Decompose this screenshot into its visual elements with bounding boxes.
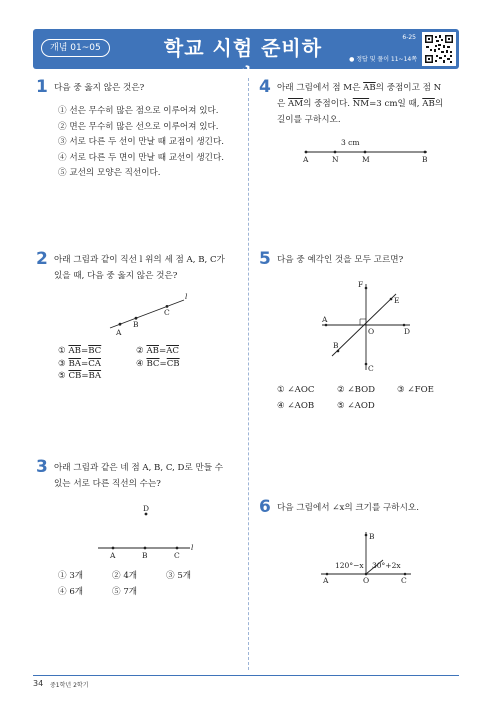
label-c: C (174, 551, 180, 560)
label-c: C (368, 364, 374, 373)
label-a: A (303, 155, 309, 164)
text-part: 의 (434, 99, 444, 109)
footer-rule (33, 675, 459, 676)
four-points-figure (96, 500, 226, 562)
point-b (144, 547, 147, 550)
segment-figure (301, 138, 441, 168)
page-code: 6-25 (402, 34, 416, 41)
label-a: A (323, 576, 329, 585)
choice-5[interactable]: ⑤ ∠AOD (337, 401, 375, 411)
label-n: N (332, 155, 339, 164)
text-part: =3 cm일 때, (369, 99, 423, 109)
choice-3[interactable]: ③ 5개 (166, 571, 192, 581)
label-a: A (110, 551, 116, 560)
label-a: A (116, 328, 122, 337)
choice-1[interactable]: ① 3개 (58, 571, 84, 581)
point-b (365, 534, 368, 537)
page-number: 34 (33, 679, 44, 688)
point-e (390, 298, 393, 301)
label-b: B (422, 155, 428, 164)
question-line (277, 80, 465, 96)
text-part: 의 중점이다. (303, 99, 353, 109)
question-text (54, 252, 244, 284)
label-b: B (333, 341, 339, 350)
point-c (404, 573, 407, 576)
choice-1[interactable]: ① $\overline{AB}=\overline{BC}$ (58, 346, 102, 356)
label-m: M (362, 155, 370, 164)
question-text: 다음 중 옳지 않은 것은? (54, 83, 145, 93)
question-text (54, 460, 244, 492)
segment: $\overline{BC}$ (88, 346, 102, 356)
choice-4[interactable]: ④ 6개 (58, 587, 84, 597)
choice-3[interactable]: ③ 서로 다른 두 선이 만날 때 교점이 생긴다. (58, 137, 225, 147)
segment: $\overline{CB}$ (166, 358, 180, 369)
question-text: 다음 중 예각인 것을 모두 고르면? (277, 255, 404, 265)
question-2 (36, 249, 241, 392)
point-d (145, 513, 148, 516)
question-line: 길이를 구하시오. (277, 115, 341, 125)
choice-grid (58, 568, 220, 600)
question-1 (36, 77, 241, 190)
choice-5[interactable]: ⑤ $\overline{CB}=\overline{BA}$ (58, 371, 102, 381)
choice-4[interactable]: ④ 서로 다른 두 면이 만날 때 교선이 생긴다. (58, 152, 225, 163)
length-label: 3 cm (341, 138, 360, 147)
segment: $\overline{AM}$ (288, 99, 304, 109)
segment: $\overline{AB}$ (422, 99, 435, 109)
label-o: O (363, 576, 370, 585)
segment: $\overline{AB}$ (68, 346, 81, 356)
choice-mark: ⑤ (58, 371, 66, 381)
segment: $\overline{BA}$ (68, 358, 81, 369)
segment: $\overline{AB}$ (363, 83, 376, 93)
question-5 (259, 249, 464, 417)
qr-code-icon[interactable] (422, 32, 456, 66)
choice-mark: ③ (58, 358, 66, 369)
question-3 (36, 457, 241, 605)
point-a (325, 324, 328, 327)
column-divider (248, 78, 249, 670)
question-line: 아래 그림과 같이 직선 l 위의 세 점 A, B, C가 (54, 255, 225, 265)
label-b: B (142, 551, 148, 560)
point-b (337, 350, 340, 353)
angles-figure (314, 278, 424, 376)
label-f: F (358, 280, 364, 289)
angle-label-left: 120°−x (335, 561, 364, 570)
text-part: 의 중점이고 점 N (375, 83, 442, 93)
point-m (364, 151, 367, 154)
choice-mark: ② (136, 346, 144, 356)
question-4 (259, 77, 464, 190)
point-c (365, 363, 368, 366)
point-a (305, 151, 308, 154)
question-number: 1 (36, 77, 48, 97)
footer-label: 중1학년 2학기 (50, 682, 89, 689)
choice-grid (58, 345, 214, 383)
segment: $\overline{AC}$ (166, 346, 179, 356)
label-o: O (368, 327, 375, 336)
segment: $\overline{NM}$ (352, 99, 370, 109)
point-c (176, 547, 179, 550)
question-line: 아래 그림과 같은 네 점 A, B, C, D로 만들 수 (54, 463, 224, 473)
question-text (277, 80, 465, 128)
label-b: B (133, 320, 139, 329)
text-part: 아래 그림에서 점 M은 (277, 83, 364, 93)
choice-5[interactable]: ⑤ 7개 (112, 587, 138, 597)
question-line (277, 96, 465, 112)
choice-1[interactable]: ① ∠AOC (277, 385, 315, 395)
question-number: 6 (259, 497, 271, 517)
point-a (119, 323, 122, 326)
question-number: 5 (259, 249, 271, 269)
point-a (326, 573, 329, 576)
angle-x-figure (315, 526, 425, 586)
segment: $\overline{CA}$ (88, 358, 101, 369)
question-number: 3 (36, 457, 48, 477)
label-c: C (401, 576, 407, 585)
point-n (334, 151, 337, 154)
segment: $\overline{BC}$ (146, 358, 160, 369)
point-a (112, 547, 115, 550)
concept-tag: 개념 01~05 (41, 39, 110, 57)
choice-list (58, 104, 224, 182)
question-line: 있을 때, 다음 중 옳지 않은 것은? (54, 271, 178, 281)
choice-3[interactable]: ③ ∠FOE (397, 385, 434, 395)
choice-4[interactable]: ④ ∠AOB (277, 401, 315, 411)
choice-2[interactable]: ② ∠BOD (337, 385, 376, 395)
choice-mark: ① (58, 346, 66, 356)
choice-5[interactable]: ⑤ 교선의 모양은 직선이다. (58, 168, 161, 178)
angle-label-right: 30°+2x (372, 561, 401, 570)
point-d (403, 324, 406, 327)
question-6 (259, 497, 464, 595)
text-part: 은 (277, 99, 289, 109)
segment: $\overline{BA}$ (88, 371, 102, 381)
choice-mark: ④ (136, 358, 144, 369)
choice-grid (277, 382, 457, 414)
label-e: E (394, 296, 400, 305)
choice-3[interactable]: ③ $\overline{BA}=\overline{CA}$ (58, 358, 101, 369)
label-b: B (369, 532, 375, 541)
label-d: D (143, 504, 150, 513)
choice-4[interactable]: ④ $\overline{BC}=\overline{CB}$ (136, 358, 180, 369)
qr-code-graphic (424, 34, 454, 64)
question-line: 있는 서로 다른 직선의 수는? (54, 479, 161, 489)
label-d: D (404, 327, 411, 336)
point-o (365, 573, 368, 576)
label-l: l (185, 292, 188, 301)
question-number: 4 (259, 77, 271, 97)
segment: $\overline{AB}$ (146, 346, 159, 356)
label-a: A (322, 315, 328, 324)
segment: $\overline{CB}$ (68, 371, 82, 381)
label-c: C (164, 308, 170, 317)
question-number: 2 (36, 249, 48, 269)
point-f (365, 287, 368, 290)
page-title: 학교 시험 준비하기 (163, 36, 323, 88)
answer-reference: ● 정답 및 풀이 11~14쪽 (349, 56, 417, 63)
label-l: l (191, 543, 194, 552)
choice-1[interactable]: ① 선은 무수히 많은 점으로 이루어져 있다. (58, 106, 219, 116)
choice-2[interactable]: ② 면은 무수히 많은 선으로 이루어져 있다. (58, 121, 219, 132)
choice-2[interactable]: ② $\overline{AB}=\overline{AC}$ (136, 346, 179, 356)
question-text: 다음 그림에서 ∠x의 크기를 구하시오. (277, 503, 419, 513)
collinear-points-figure (106, 292, 226, 337)
choice-2[interactable]: ② 4개 (112, 571, 138, 581)
point-b (424, 151, 427, 154)
